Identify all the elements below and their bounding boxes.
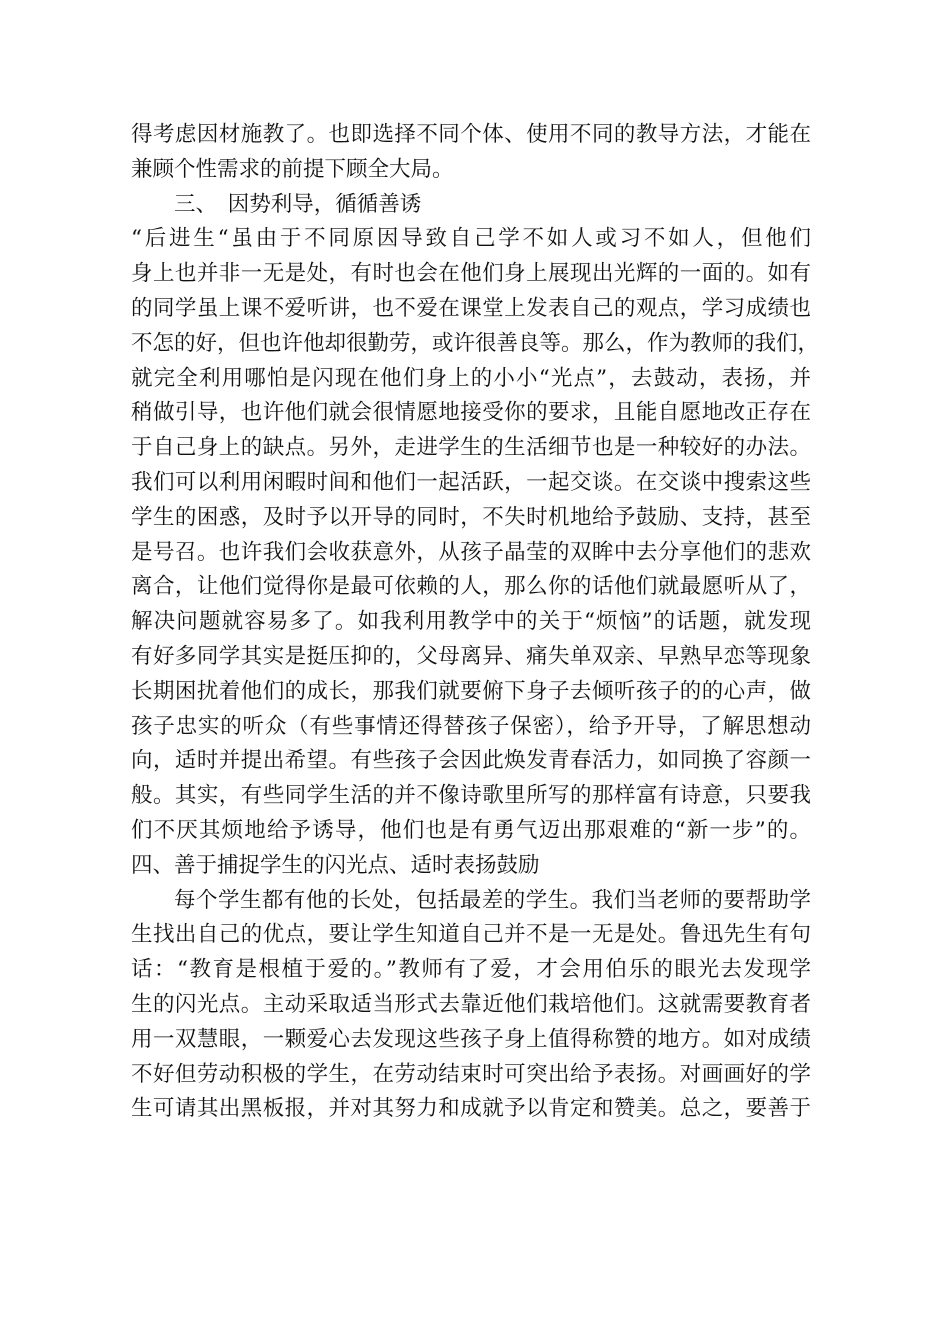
text-line: 于自己身上的缺点。另外，走进学生的生活细节也是一种较好的办法。 [131, 435, 811, 461]
text-line: 向，适时并提出希望。有些孩子会因此焕发青春活力，如同换了容颜一 [131, 748, 811, 774]
text-line: 生找出自己的优点，要让学生知道自己并不是一无是处。鲁迅先生有句 [131, 922, 811, 948]
text-line: 有好多同学其实是挺压抑的，父母离异、痛失单双亲、早熟早恋等现象 [131, 643, 811, 669]
text-line: 学生的困惑，及时予以开导的同时，不失时机地给予鼓励、支持，甚至 [131, 504, 811, 530]
text-line: 每个学生都有他的长处，包括最差的学生。我们当老师的要帮助学 [174, 887, 811, 913]
text-line: 兼顾个性需求的前提下顾全大局。 [131, 156, 454, 182]
text-line: 孩子忠实的听众（有些事情还得替孩子保密），给予开导，了解思想动 [131, 713, 811, 739]
text-line: 话：“教育是根植于爱的。”教师有了爱，才会用伯乐的眼光去发现学 [131, 957, 811, 983]
body-text [131, 118, 820, 1127]
text-line: 的同学虽上课不爱听讲，也不爱在课堂上发表自己的观点，学习成绩也 [131, 295, 811, 321]
text-line: 不怎的好，但也许他却很勤劳，或许很善良等。那么，作为教师的我们， [131, 330, 820, 356]
text-line: “后进生“虽由于不同原因导致自己学不如人或习不如人，但他们 [131, 226, 811, 252]
text-line: 生可请其出黑板报，并对其努力和成就予以肯定和赞美。总之，要善于 [131, 1096, 811, 1122]
text-line: 就完全利用哪怕是闪现在他们身上的小小“光点”，去鼓动，表扬，并 [131, 365, 811, 391]
text-line: 长期困扰着他们的成长，那我们就要俯下身子去倾听孩子的的心声，做 [131, 678, 811, 704]
text-line: 不好但劳动积极的学生，在劳动结束时可突出给予表扬。对画画好的学 [131, 1061, 811, 1087]
section-heading-4: 四、善于捕捉学生的闪光点、适时表扬鼓励 [131, 852, 540, 878]
text-line: 身上也并非一无是处，有时也会在他们身上展现出光辉的一面的。如有 [131, 261, 811, 287]
text-line: 我们可以利用闲暇时间和他们一起活跃，一起交谈。在交谈中搜索这些 [131, 469, 811, 495]
text-line: 稍做引导，也许他们就会很情愿地接受你的要求，且能自愿地改正存在 [131, 400, 811, 426]
text-line: 离合，让他们觉得你是最可依赖的人，那么你的话他们就最愿听从了， [131, 574, 811, 600]
text-line: 得考虑因材施教了。也即选择不同个体、使用不同的教导方法，才能在 [131, 122, 811, 147]
text-line: 是号召。也许我们会收获意外，从孩子晶莹的双眸中去分享他们的悲欢 [131, 539, 811, 565]
text-line: 解决问题就容易多了。如我利用教学中的关于“烦恼”的话题，就发现 [131, 609, 811, 635]
section-heading-3: 三、 因势利导，循循善诱 [174, 191, 422, 217]
text-line: 用一双慧眼，一颗爱心去发现这些孩子身上值得称赞的地方。如对成绩 [131, 1026, 811, 1052]
text-line: 生的闪光点。主动采取适当形式去靠近他们栽培他们。这就需要教育者 [131, 991, 811, 1017]
text-line: 般。其实，有些同学生活的并不像诗歌里所写的那样富有诗意，只要我 [131, 783, 811, 809]
text-line: 们不厌其烦地给予诱导，他们也是有勇气迈出那艰难的“新一步”的。 [131, 817, 811, 843]
